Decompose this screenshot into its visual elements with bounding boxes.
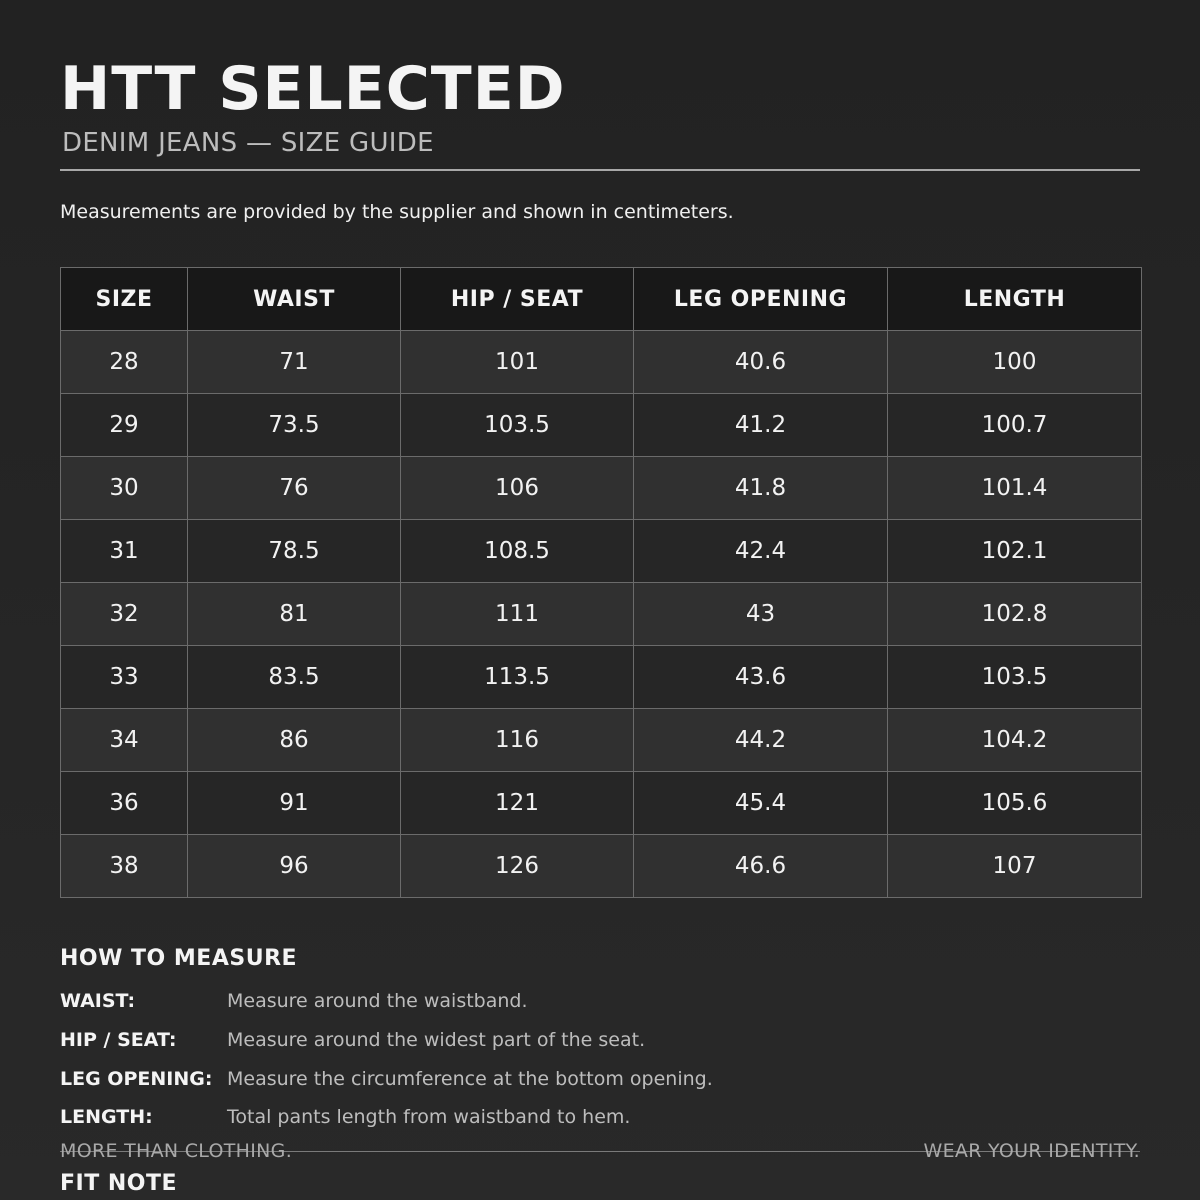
header-divider [60,169,1140,171]
table-cell: 41.2 [634,394,888,457]
table-cell: 103.5 [888,646,1142,709]
table-cell: 86 [188,709,401,772]
table-cell: 102.8 [888,583,1142,646]
table-row [61,520,1142,583]
column-header-hip-seat: HIP / SEAT [401,268,634,331]
table-cell: 43 [634,583,888,646]
measure-description: Measure around the waistband. [227,990,528,1012]
table-cell: 121 [401,772,634,835]
table-cell: 111 [401,583,634,646]
column-header-length: LENGTH [888,268,1142,331]
table-cell: 36 [61,772,188,835]
table-cell: 108.5 [401,520,634,583]
fit-note-title: FIT NOTE [60,1171,178,1196]
table-cell: 104.2 [888,709,1142,772]
table-cell: 31 [61,520,188,583]
table-cell: 105.6 [888,772,1142,835]
footer-tagline-left: MORE THAN CLOTHING. [60,1140,293,1162]
table-cell: 33 [61,646,188,709]
table-cell: 116 [401,709,634,772]
table-row [61,709,1142,772]
table-cell: 76 [188,457,401,520]
column-header-size: SIZE [61,268,188,331]
footer-tagline-right: WEAR YOUR IDENTITY. [923,1140,1140,1162]
measure-description: Measure the circumference at the bottom opening. [227,1068,713,1090]
table-cell: 46.6 [634,835,888,898]
table-cell: 91 [188,772,401,835]
table-cell: 126 [401,835,634,898]
table-cell: 40.6 [634,331,888,394]
table-cell: 78.5 [188,520,401,583]
measure-term: HIP / SEAT: [60,1029,177,1051]
measure-description: Total pants length from waistband to hem. [227,1106,631,1128]
table-cell: 96 [188,835,401,898]
page-subtitle: DENIM JEANS — SIZE GUIDE [62,128,434,158]
table-cell: 107 [888,835,1142,898]
table-row [61,394,1142,457]
table-cell: 100.7 [888,394,1142,457]
table-cell: 103.5 [401,394,634,457]
measure-description: Measure around the widest part of the seat. [227,1029,646,1051]
table-cell: 42.4 [634,520,888,583]
table-cell: 32 [61,583,188,646]
table-cell: 29 [61,394,188,457]
table-header-row [61,268,1142,331]
table-cell: 45.4 [634,772,888,835]
table-cell: 73.5 [188,394,401,457]
table-cell: 30 [61,457,188,520]
measurement-note: Measurements are provided by the supplier and shown in centimeters. [60,201,734,223]
table-cell: 44.2 [634,709,888,772]
table-cell: 41.8 [634,457,888,520]
table-row [61,583,1142,646]
table-cell: 101 [401,331,634,394]
table-row [61,835,1142,898]
table-row [61,772,1142,835]
measure-term: WAIST: [60,990,136,1012]
measure-term: LEG OPENING: [60,1068,213,1090]
how-to-measure-title: HOW TO MEASURE [60,946,298,971]
table-row [61,457,1142,520]
table-cell: 83.5 [188,646,401,709]
table-row [61,646,1142,709]
table-cell: 28 [61,331,188,394]
table-cell: 34 [61,709,188,772]
table-cell: 113.5 [401,646,634,709]
table-row [61,331,1142,394]
measure-term: LENGTH: [60,1106,153,1128]
table-cell: 101.4 [888,457,1142,520]
table-cell: 106 [401,457,634,520]
table-cell: 81 [188,583,401,646]
table-cell: 100 [888,331,1142,394]
column-header-waist: WAIST [188,268,401,331]
table-cell: 43.6 [634,646,888,709]
column-header-leg-opening: LEG OPENING [634,268,888,331]
table-cell: 102.1 [888,520,1142,583]
size-table [60,267,1142,898]
table-cell: 38 [61,835,188,898]
table-cell: 71 [188,331,401,394]
brand-title: HTT SELECTED [60,54,566,124]
